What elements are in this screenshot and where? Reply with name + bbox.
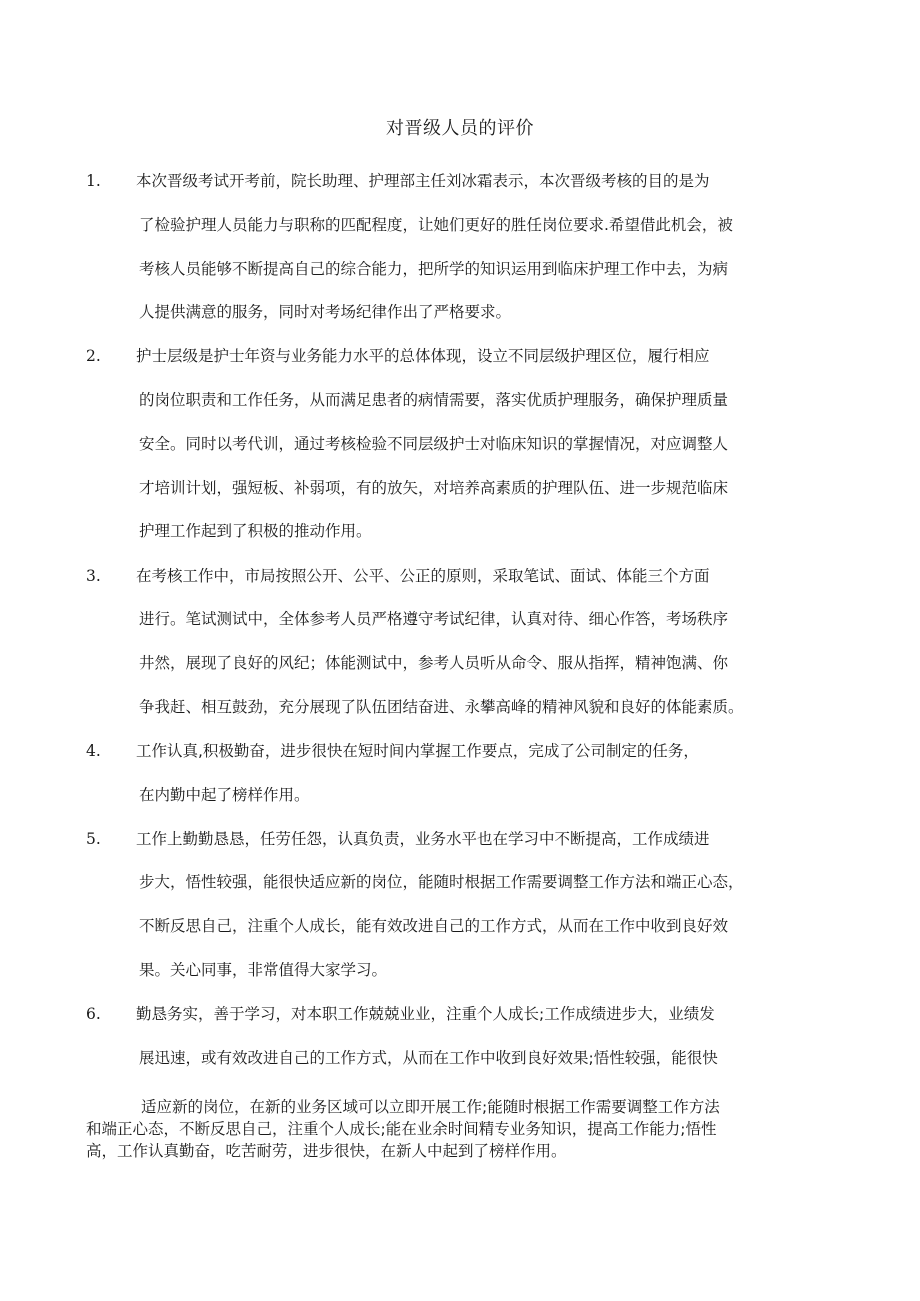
item-3-number: 3. bbox=[86, 567, 101, 585]
item-3-line-3: 井然，展现了良好的风纪；体能测试中，参考人员听从命令、服从指挥，精神饱满、你 bbox=[139, 654, 729, 672]
item-3-line-2: 进行。笔试测试中，全体参考人员严格遵守考试纪律，认真对待、细心作答，考场秩序 bbox=[139, 610, 729, 628]
item-6-line-2: 展迅速，或有效改进自己的工作方式，从而在工作中收到良好效果;悟性较强，能很快 bbox=[139, 1049, 718, 1067]
item-3-line-1: 在考核工作中，市局按照公开、公平、公正的原则，采取笔试、面试、体能三个方面 bbox=[136, 567, 710, 585]
item-6-tail-line-1: 适应新的岗位，在新的业务区域可以立即开展工作;能随时根据工作需要调整工作方法 bbox=[141, 1098, 720, 1116]
item-6-tail-line-2: 和端正心态，不断反思自己，注重个人成长;能在业余时间精专业务知识，提高工作能力;悟性 bbox=[86, 1120, 717, 1138]
item-2-line-4: 才培训计划，强短板、补弱项，有的放矢，对培养高素质的护理队伍、进一步规范临床 bbox=[139, 479, 729, 497]
item-1-line-4: 人提供满意的服务，同时对考场纪律作出了严格要求。 bbox=[139, 303, 512, 321]
document-title: 对晋级人员的评价 bbox=[386, 118, 534, 139]
item-5-line-3: 不断反思自己，注重个人成长，能有效改进自己的工作方式，从而在工作中收到良好效 bbox=[139, 917, 729, 935]
item-1-line-3: 考核人员能够不断提高自己的综合能力，把所学的知识运用到临床护理工作中去，为病 bbox=[139, 260, 729, 278]
item-1-number: 1. bbox=[86, 172, 101, 190]
item-5-line-4: 果。关心同事，非常值得大家学习。 bbox=[139, 961, 388, 979]
item-5-number: 5. bbox=[86, 830, 101, 848]
item-5-line-1: 工作上勤勤恳恳，任劳任怨，认真负责，业务水平也在学习中不断提高，工作成绩进 bbox=[136, 830, 710, 848]
item-2-number: 2. bbox=[86, 347, 101, 365]
item-5-line-2: 步大，悟性较强，能很快适应新的岗位，能随时根据工作需要调整工作方法和端正心态， bbox=[139, 873, 744, 891]
item-2-line-2: 的岗位职责和工作任务，从而满足患者的病情需要，落实优质护理服务，确保护理质量 bbox=[139, 391, 729, 409]
item-6-line-1: 勤恳务实，善于学习，对本职工作兢兢业业，注重个人成长;工作成绩进步大，业绩发 bbox=[136, 1005, 715, 1023]
item-4-number: 4. bbox=[86, 742, 101, 760]
item-4-line-2: 在内勤中起了榜样作用。 bbox=[139, 786, 310, 804]
item-2-line-3: 安全。同时以考代训，通过考核检验不同层级护士对临床知识的掌握情况，对应调整人 bbox=[139, 435, 729, 453]
item-1-line-1: 本次晋级考试开考前，院长助理、护理部主任刘冰霜表示，本次晋级考核的目的是为 bbox=[136, 172, 710, 190]
item-6-number: 6. bbox=[86, 1005, 101, 1023]
item-2-line-1: 护士层级是护士年资与业务能力水平的总体体现，设立不同层级护理区位，履行相应 bbox=[136, 347, 710, 365]
item-6-tail-line-3: 高，工作认真勤奋，吃苦耐劳，进步很快，在新人中起到了榜样作用。 bbox=[86, 1142, 567, 1160]
item-1-line-2: 了检验护理人员能力与职称的匹配程度，让她们更好的胜任岗位要求.希望借此机会，被 bbox=[139, 216, 733, 234]
item-2-line-5: 护理工作起到了积极的推动作用。 bbox=[139, 522, 372, 540]
item-4-line-1: 工作认真,积极勤奋，进步很快在短时间内掌握工作要点，完成了公司制定的任务， bbox=[136, 742, 699, 760]
item-3-line-4: 争我赶、相互鼓劲，充分展现了队伍团结奋进、永攀高峰的精神风貌和良好的体能素质。 bbox=[139, 698, 744, 716]
